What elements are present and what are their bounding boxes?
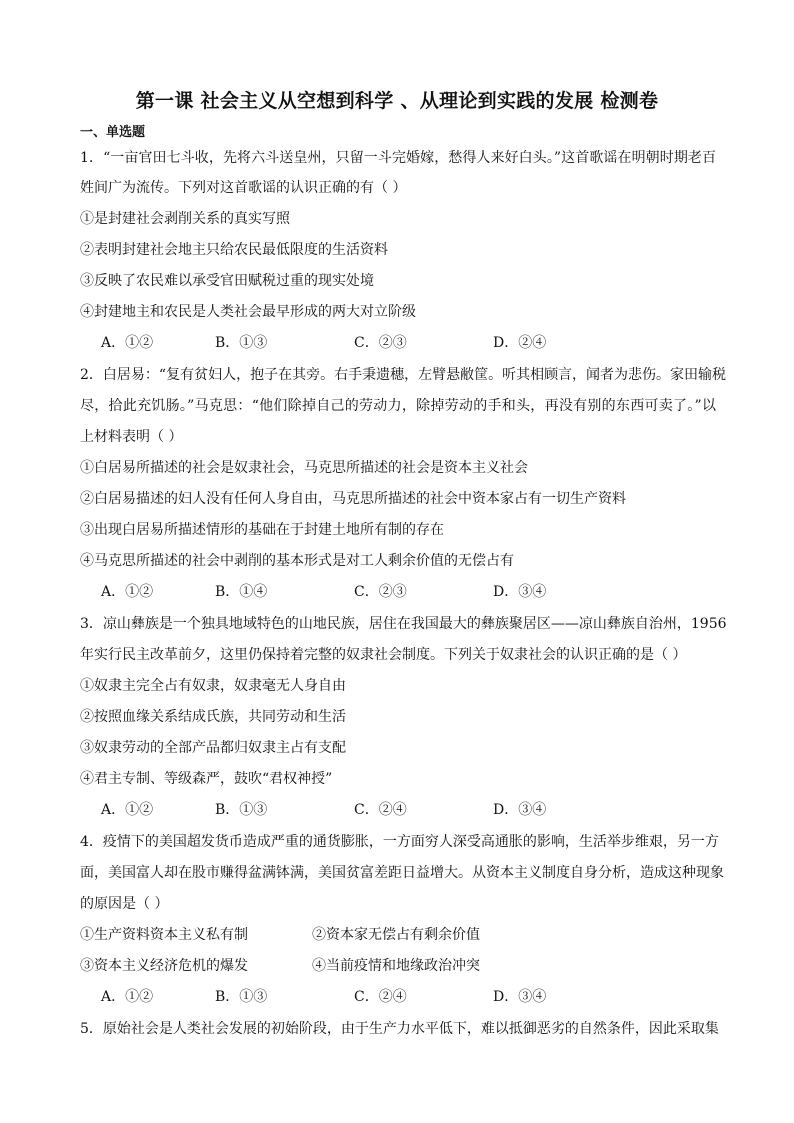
q3-stem-line-1: 3．凉山彝族是一个独具地域特色的山地民族，居住在我国最大的彝族聚居区——凉山彝族自治州，1956 [80,616,727,632]
q1-statement-3: ③反映了农民难以承受官田赋税过重的现实处境 [80,273,374,289]
q4-statement-3: ③资本主义经济危机的爆发 [80,958,248,974]
q3-option-d[interactable]: D．③④ [493,802,547,818]
q2-stem-line-1: 2．白居易：“复有贫妇人，抱子在其旁。右手秉遗穗，左臂悬敝筐。听其相顾言，闻者为悲伤。家田输税 [80,367,727,383]
q5-stem-line-1: 5．原始社会是人类社会发展的初始阶段，由于生产力水平低下，难以抵御恶劣的自然条件，因此采取集 [80,1021,719,1037]
q1-statement-4: ④封建地主和农民是人类社会最早形成的两大对立阶级 [80,304,416,320]
q4-option-d[interactable]: D．③④ [493,989,547,1005]
q3-stem-line-2: 年实行民主改革前夕，这里仍保持着完整的奴隶社会制度。下列关于奴隶社会的认识正确的是（ ） [80,647,687,663]
q3-statement-1: ①奴隶主完全占有奴隶，奴隶毫无人身自由 [80,678,346,694]
q3-option-c[interactable]: C．②④ [354,802,407,818]
q2-stem-line-3: 上材料表明（ ） [80,429,183,445]
q4-statement-2: ②资本家无偿占有剩余价值 [312,927,480,943]
q3-statement-4: ④君主专制、等级森严，鼓吹“君权神授” [80,771,333,787]
q1-option-c[interactable]: C．②③ [354,335,407,351]
q2-option-c[interactable]: C．②③ [354,584,407,600]
q3-statement-3: ③奴隶劳动的全部产品都归奴隶主占有支配 [80,740,346,756]
q1-option-a[interactable]: A．①② [101,335,154,351]
q1-stem-line-1: 1．“一亩官田七斗收，先将六斗送皇州，只留一斗完婚嫁，愁得人来好白头。”这首歌谣在明朝时期老百 [80,150,716,166]
q4-option-a[interactable]: A．①② [101,989,154,1005]
q1-option-b[interactable]: B．①③ [215,335,268,351]
q4-statement-4: ④当前疫情和地缘政治冲突 [312,958,480,974]
page-title: 第一课 社会主义从空想到科学 、从理论到实践的发展 检测卷 [135,90,659,112]
q2-option-b[interactable]: B．①④ [215,584,268,600]
q4-stem-line-3: 的原因是（ ） [80,896,169,912]
q3-option-b[interactable]: B．①③ [215,802,268,818]
q2-stem-line-2: 尽，拾此充饥肠。”马克思：“他们除掉自己的劳动力，除掉劳动的手和头，再没有别的东西可卖了。”以 [80,398,716,414]
q1-statement-1: ①是封建社会剥削关系的真实写照 [80,211,290,227]
q1-stem-line-2: 姓间广为流传。下列对这首歌谣的认识正确的有（ ） [80,180,407,196]
q2-statement-1: ①白居易所描述的社会是奴隶社会，马克思所描述的社会是资本主义社会 [80,460,528,476]
q1-statement-2: ②表明封建社会地主只给农民最低限度的生活资料 [80,242,388,258]
section-heading: 一、单选题 [80,125,146,140]
q4-stem-line-2: 面，美国富人却在股市赚得盆满钵满，美国贫富差距日益增大。从资本主义制度自身分析，造成这种现象 [80,865,724,881]
q4-statement-1: ①生产资料资本主义私有制 [80,927,248,943]
q2-statement-3: ③出现白居易所描述情形的基础在于封建土地所有制的存在 [80,522,444,538]
q2-statement-4: ④马克思所描述的社会中剥削的基本形式是对工人剩余价值的无偿占有 [80,553,514,569]
q4-option-b[interactable]: B．①③ [215,989,268,1005]
q2-statement-2: ②白居易描述的妇人没有任何人身自由，马克思所描述的社会中资本家占有一切生产资料 [80,491,626,507]
q2-option-a[interactable]: A．①② [101,584,154,600]
q3-option-a[interactable]: A．①② [101,802,154,818]
q3-statement-2: ②按照血缘关系结成氏族，共同劳动和生活 [80,709,346,725]
q2-option-d[interactable]: D．③④ [493,584,547,600]
q1-option-d[interactable]: D．②④ [493,335,547,351]
q4-stem-line-1: 4．疫情下的美国超发货币造成严重的通货膨胀，一方面穷人深受高通胀的影响，生活举步维艰，另一方 [80,834,719,850]
q4-option-c[interactable]: C．②④ [354,989,407,1005]
